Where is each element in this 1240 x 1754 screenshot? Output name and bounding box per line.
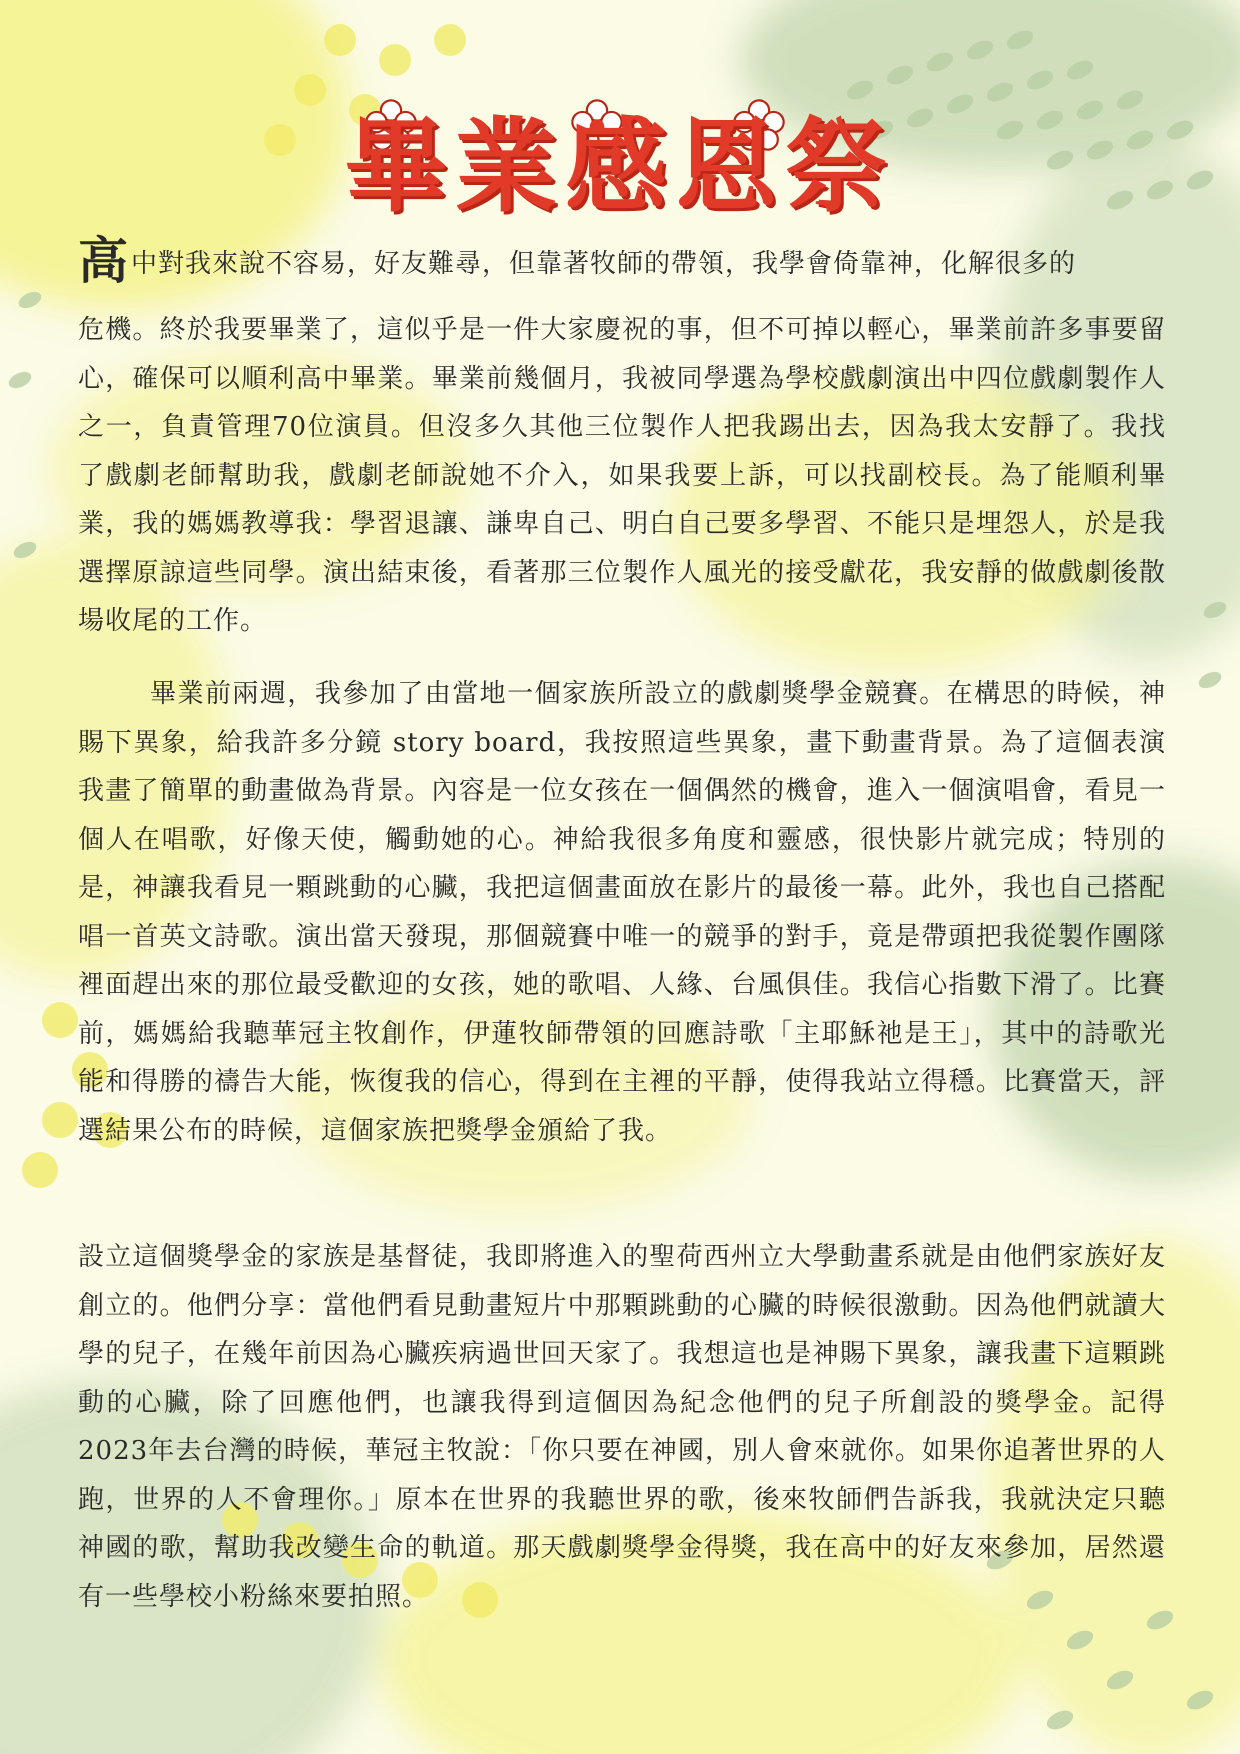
paragraph-1-body: 危機。終於我要畢業了，這似乎是一件大家慶祝的事，但不可掉以輕心，畢業前許多事要留心，確保可以順利高中畢業。畢業前幾個月，我被同學選為學校戲劇演出中四位戲劇製作人之一，負責管理70位演員。但沒多久其他三位製作人把我踢出去，因為我太安靜了。我找了戲劇老師幫助我，戲劇老師說她不介入，如果我要上訴，可以找副校長。為了能順利畢業，我的媽媽教導我：學習退讓、謙卑自己、明白自己要多學習、不能只是埋怨人，於是我選擇原諒這些同學。演出結束後，看著那三位製作人風光的接受獻花，我安靜的做戲劇後散場收尾的工作。 (78, 315, 1166, 636)
paragraph-3 (78, 1233, 1166, 1621)
paragraph-3-body: 設立這個獎學金的家族是基督徒，我即將進入的聖荷西州立大學動畫系就是由他們家族好友創立的。他們分享：當他們看見動畫短片中那顆跳動的心臟的時候很激動。因為他們就讀大學的兒子，在幾年前因為心臟疾病過世回天家了。我想這也是神賜下異象，讓我畫下這顆跳動的心臟，除了回應他們，也讓我得到這個因為紀念他們的兒子所創設的獎學金。記得2023年去台灣的時候，華冠主牧說：「你只要在神國，別人會來就你。如果你追著世界的人跑，世界的人不會理你。」原本在世界的我聽世界的歌，後來牧師們告訴我，我就決定只聽神國的歌，幫助我改變生命的軌道。那天戲劇獎學金得獎，我在高中的好友來參加，居然還有一些學校小粉絲來要拍照。 (78, 1242, 1166, 1612)
paragraph-1-first-line (78, 231, 1166, 290)
paragraph-1-lead: 中對我來說不容易，好友難尋，但靠著牧師的帶領，我學會倚靠神，化解很多的 (131, 249, 1077, 279)
paragraph-2-body: 畢業前兩週，我參加了由當地一個家族所設立的戲劇獎學金競賽。在構思的時候，神賜下異象，給我許多分鏡 story board，我按照這些異象，畫下動畫背景。為了這個表演我畫了簡單的動畫做為背景。內容是一位女孩在一個偶然的機會，進入一個演唱會，看見一個人在唱歌，好像天使，觸動她的心。神給我很多角度和靈感，很快影片就完成；特別的是，神讓我看見一顆跳動的心臟，我把這個畫面放在影片的最後一幕。此外，我也自己搭配唱一首英文詩歌。演出當天發現，那個競賽中唯一的競爭的對手，竟是帶頭把我從製作團隊裡面趕出來的那位最受歡迎的女孩，她的歌唱、人緣、台風俱佳。我信心指數下滑了。比賽前，媽媽給我聽華冠主牧創作，伊蓮牧師帶領的回應詩歌「主耶穌祂是王」，其中的詩歌光能和得勝的禱告大能，恢復我的信心，得到在主裡的平靜，使得我站立得穩。比賽當天，評選結果公布的時候，這個家族把獎學金頒給了我。 (78, 679, 1166, 1146)
paragraph-1 (78, 306, 1166, 646)
paragraph-2 (78, 670, 1166, 1155)
page-title: 畢業感恩祭 (345, 108, 895, 227)
drop-cap: 高 (78, 231, 129, 290)
